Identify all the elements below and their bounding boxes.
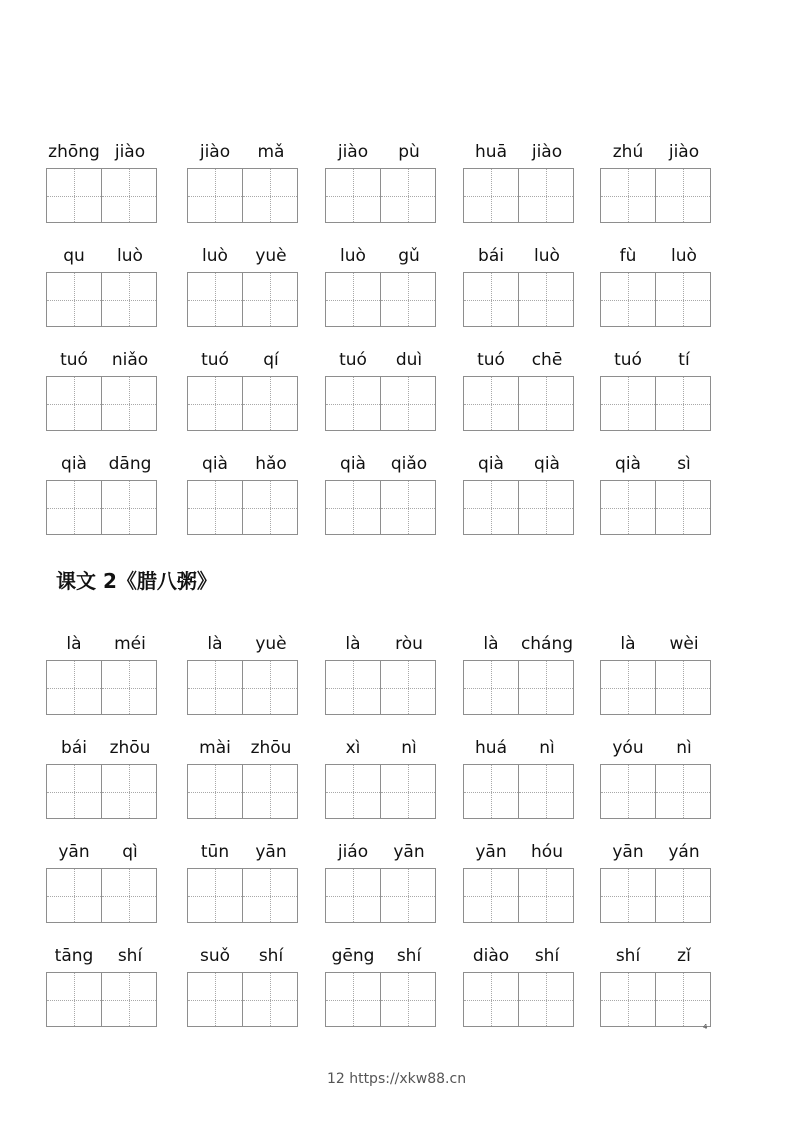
pinyin-syllable: shí: [117, 946, 143, 966]
tianzige-cell[interactable]: [47, 377, 101, 430]
pinyin-syllable: shí: [534, 946, 560, 966]
word-item: [600, 136, 712, 224]
word-item: [187, 732, 299, 820]
word-item: [187, 628, 299, 716]
pinyin-syllable: yān: [393, 842, 425, 862]
word-item: [46, 732, 158, 820]
tianzige-writing-box[interactable]: [187, 972, 298, 1027]
tianzige-cell[interactable]: [242, 973, 297, 1026]
tianzige-cell[interactable]: [464, 481, 518, 534]
tianzige-writing-box[interactable]: [187, 480, 298, 535]
tianzige-writing-box[interactable]: [325, 660, 436, 715]
tianzige-cell[interactable]: [326, 765, 380, 818]
tianzige-writing-box[interactable]: [325, 764, 436, 819]
tianzige-cell[interactable]: [655, 377, 710, 430]
tianzige-cell[interactable]: [380, 273, 435, 326]
tianzige-cell[interactable]: [47, 481, 101, 534]
tianzige-cell[interactable]: [101, 869, 156, 922]
pinyin-syllable: suǒ: [199, 946, 231, 966]
pinyin-syllable: là: [483, 634, 499, 654]
pinyin-syllable: diào: [472, 946, 510, 966]
pinyin-syllable: luò: [202, 246, 228, 266]
tianzige-cell[interactable]: [188, 765, 242, 818]
tianzige-writing-box[interactable]: [325, 972, 436, 1027]
word-item: [187, 240, 299, 328]
pinyin-syllable: qí: [263, 350, 279, 370]
tianzige-writing-box[interactable]: [325, 272, 436, 327]
word-item: [325, 448, 437, 536]
pinyin-syllable: qiǎo: [390, 454, 428, 474]
pinyin-syllable: nì: [539, 738, 555, 758]
tianzige-cell[interactable]: [101, 973, 156, 1026]
tianzige-cell[interactable]: [47, 869, 101, 922]
word-item: [46, 940, 158, 1028]
tianzige-writing-box[interactable]: [600, 168, 711, 223]
word-item: [600, 628, 712, 716]
word-item: [46, 240, 158, 328]
tianzige-writing-box[interactable]: [187, 168, 298, 223]
pinyin-syllable: tuó: [201, 350, 229, 370]
tianzige-cell[interactable]: [242, 765, 297, 818]
tianzige-cell[interactable]: [655, 765, 710, 818]
pinyin-syllable: yān: [255, 842, 287, 862]
pinyin-syllable: duì: [395, 350, 423, 370]
tianzige-writing-box[interactable]: [600, 272, 711, 327]
pinyin-syllable: zǐ: [677, 946, 691, 966]
tianzige-cell[interactable]: [601, 481, 655, 534]
tianzige-writing-box[interactable]: [463, 272, 574, 327]
tianzige-cell[interactable]: [380, 869, 435, 922]
pinyin-syllable: jiào: [114, 142, 146, 162]
tianzige-cell[interactable]: [601, 765, 655, 818]
word-item: [463, 732, 575, 820]
word-item: [325, 628, 437, 716]
tianzige-cell[interactable]: [380, 481, 435, 534]
word-item: [325, 940, 437, 1028]
word-item: [600, 940, 712, 1028]
tianzige-cell[interactable]: [380, 377, 435, 430]
tianzige-cell[interactable]: [242, 481, 297, 534]
tianzige-cell[interactable]: [242, 273, 297, 326]
pinyin-syllable: nì: [676, 738, 692, 758]
tianzige-cell[interactable]: [464, 273, 518, 326]
pinyin-syllable: luò: [671, 246, 697, 266]
tianzige-cell[interactable]: [601, 973, 655, 1026]
tianzige-cell[interactable]: [464, 169, 518, 222]
tianzige-writing-box[interactable]: [600, 868, 711, 923]
tianzige-cell[interactable]: [380, 765, 435, 818]
tianzige-cell[interactable]: [518, 481, 573, 534]
tianzige-writing-box[interactable]: [46, 480, 157, 535]
tianzige-cell[interactable]: [601, 869, 655, 922]
word-item: [325, 240, 437, 328]
tianzige-cell[interactable]: [101, 377, 156, 430]
tianzige-writing-box[interactable]: [463, 660, 574, 715]
pinyin-syllable: là: [207, 634, 223, 654]
word-item: [600, 344, 712, 432]
pinyin-syllable: qià: [202, 454, 228, 474]
pinyin-syllable: hǎo: [255, 454, 287, 474]
tianzige-writing-box[interactable]: [187, 868, 298, 923]
tianzige-cell[interactable]: [518, 377, 573, 430]
word-item: [46, 136, 158, 224]
pinyin-syllable: huā: [475, 142, 507, 162]
tianzige-cell[interactable]: [188, 169, 242, 222]
tianzige-cell[interactable]: [47, 273, 101, 326]
word-item: [600, 732, 712, 820]
tianzige-cell[interactable]: [601, 377, 655, 430]
pinyin-syllable: mǎ: [257, 142, 285, 162]
word-item: [325, 836, 437, 924]
tianzige-writing-box[interactable]: [600, 972, 711, 1027]
tianzige-writing-box[interactable]: [46, 660, 157, 715]
pinyin-syllable: gēng: [331, 946, 375, 966]
pinyin-syllable: yān: [612, 842, 644, 862]
pinyin-syllable: yóu: [612, 738, 644, 758]
tianzige-cell[interactable]: [326, 661, 380, 714]
pinyin-syllable: jiào: [337, 142, 369, 162]
word-item: [46, 836, 158, 924]
pinyin-syllable: zhōu: [250, 738, 292, 758]
tianzige-writing-box[interactable]: [325, 868, 436, 923]
word-item: [600, 240, 712, 328]
pinyin-syllable: yān: [58, 842, 90, 862]
tianzige-cell[interactable]: [101, 661, 156, 714]
pinyin-syllable: jiào: [531, 142, 563, 162]
lesson-heading: 课文 2《腊八粥》: [56, 569, 217, 593]
pinyin-syllable: là: [620, 634, 636, 654]
tianzige-cell[interactable]: [464, 869, 518, 922]
pinyin-syllable: chē: [531, 350, 563, 370]
tianzige-cell[interactable]: [601, 169, 655, 222]
pinyin-syllable: tūn: [200, 842, 230, 862]
pinyin-syllable: yuè: [255, 246, 287, 266]
word-item: [325, 732, 437, 820]
tianzige-cell[interactable]: [101, 481, 156, 534]
tianzige-writing-box[interactable]: [600, 376, 711, 431]
tianzige-cell[interactable]: [188, 273, 242, 326]
tianzige-cell[interactable]: [242, 377, 297, 430]
tianzige-writing-box[interactable]: [325, 480, 436, 535]
page-mark: 4: [703, 1023, 708, 1031]
pinyin-syllable: yán: [668, 842, 700, 862]
pinyin-syllable: qià: [61, 454, 87, 474]
pinyin-syllable: yuè: [255, 634, 287, 654]
tianzige-cell[interactable]: [188, 869, 242, 922]
pinyin-syllable: luò: [117, 246, 143, 266]
pinyin-syllable: méi: [114, 634, 146, 654]
tianzige-cell[interactable]: [655, 481, 710, 534]
tianzige-cell[interactable]: [380, 973, 435, 1026]
pinyin-syllable: wèi: [669, 634, 699, 654]
pinyin-syllable: tuó: [614, 350, 642, 370]
pinyin-syllable: qià: [340, 454, 366, 474]
tianzige-writing-box[interactable]: [46, 168, 157, 223]
word-item: [463, 448, 575, 536]
pinyin-syllable: qià: [478, 454, 504, 474]
pinyin-syllable: tāng: [54, 946, 94, 966]
tianzige-writing-box[interactable]: [463, 764, 574, 819]
pinyin-syllable: tuó: [60, 350, 88, 370]
tianzige-cell[interactable]: [655, 169, 710, 222]
tianzige-writing-box[interactable]: [187, 272, 298, 327]
tianzige-writing-box[interactable]: [46, 376, 157, 431]
pinyin-syllable: cháng: [520, 634, 574, 654]
tianzige-cell[interactable]: [188, 481, 242, 534]
tianzige-cell[interactable]: [655, 661, 710, 714]
word-item: [463, 940, 575, 1028]
tianzige-cell[interactable]: [326, 869, 380, 922]
tianzige-writing-box[interactable]: [600, 660, 711, 715]
tianzige-cell[interactable]: [464, 377, 518, 430]
pinyin-syllable: qià: [615, 454, 641, 474]
tianzige-writing-box[interactable]: [187, 764, 298, 819]
pinyin-syllable: bái: [478, 246, 504, 266]
word-item: [325, 136, 437, 224]
tianzige-cell[interactable]: [188, 661, 242, 714]
pinyin-syllable: bái: [61, 738, 87, 758]
tianzige-writing-box[interactable]: [187, 376, 298, 431]
pinyin-syllable: yān: [475, 842, 507, 862]
pinyin-syllable: fù: [619, 246, 637, 266]
pinyin-syllable: jiào: [668, 142, 700, 162]
word-item: [600, 836, 712, 924]
tianzige-cell[interactable]: [601, 661, 655, 714]
tianzige-writing-box[interactable]: [463, 168, 574, 223]
tianzige-cell[interactable]: [101, 765, 156, 818]
tianzige-cell[interactable]: [47, 973, 101, 1026]
tianzige-cell[interactable]: [518, 973, 573, 1026]
word-item: [187, 344, 299, 432]
tianzige-writing-box[interactable]: [187, 660, 298, 715]
tianzige-writing-box[interactable]: [463, 868, 574, 923]
word-item: [187, 836, 299, 924]
tianzige-cell[interactable]: [380, 169, 435, 222]
tianzige-cell[interactable]: [326, 273, 380, 326]
tianzige-writing-box[interactable]: [463, 376, 574, 431]
tianzige-cell[interactable]: [242, 169, 297, 222]
word-item: [463, 136, 575, 224]
tianzige-cell[interactable]: [464, 973, 518, 1026]
pinyin-syllable: shí: [615, 946, 641, 966]
pinyin-syllable: luò: [340, 246, 366, 266]
tianzige-cell[interactable]: [188, 973, 242, 1026]
pinyin-syllable: tuó: [339, 350, 367, 370]
tianzige-writing-box[interactable]: [46, 272, 157, 327]
word-item: [463, 628, 575, 716]
tianzige-cell[interactable]: [655, 973, 710, 1026]
pinyin-syllable: shí: [396, 946, 422, 966]
word-item: [46, 628, 158, 716]
pinyin-syllable: hóu: [531, 842, 563, 862]
tianzige-cell[interactable]: [47, 661, 101, 714]
pinyin-syllable: qì: [122, 842, 138, 862]
pinyin-syllable: luò: [534, 246, 560, 266]
tianzige-cell[interactable]: [601, 273, 655, 326]
tianzige-writing-box[interactable]: [600, 480, 711, 535]
tianzige-cell[interactable]: [518, 273, 573, 326]
pinyin-syllable: sì: [677, 454, 691, 474]
pinyin-syllable: jiào: [199, 142, 231, 162]
tianzige-cell[interactable]: [464, 765, 518, 818]
pinyin-syllable: mài: [199, 738, 231, 758]
word-item: [187, 136, 299, 224]
word-item: [46, 344, 158, 432]
tianzige-cell[interactable]: [101, 169, 156, 222]
tianzige-cell[interactable]: [326, 169, 380, 222]
pinyin-syllable: xì: [345, 738, 361, 758]
tianzige-cell[interactable]: [326, 377, 380, 430]
tianzige-cell[interactable]: [518, 169, 573, 222]
pinyin-syllable: nì: [401, 738, 417, 758]
tianzige-writing-box[interactable]: [46, 764, 157, 819]
tianzige-cell[interactable]: [326, 481, 380, 534]
pinyin-syllable: dāng: [108, 454, 152, 474]
pinyin-syllable: niǎo: [111, 350, 149, 370]
word-item: [187, 448, 299, 536]
tianzige-cell[interactable]: [242, 661, 297, 714]
pinyin-syllable: shí: [258, 946, 284, 966]
tianzige-cell[interactable]: [326, 973, 380, 1026]
tianzige-cell[interactable]: [518, 765, 573, 818]
tianzige-cell[interactable]: [47, 765, 101, 818]
word-item: [600, 448, 712, 536]
tianzige-cell[interactable]: [518, 869, 573, 922]
word-item: [463, 344, 575, 432]
tianzige-writing-box[interactable]: [463, 972, 574, 1027]
tianzige-writing-box[interactable]: [325, 168, 436, 223]
word-item: [187, 940, 299, 1028]
tianzige-cell[interactable]: [464, 661, 518, 714]
pinyin-syllable: qià: [534, 454, 560, 474]
tianzige-writing-box[interactable]: [325, 376, 436, 431]
tianzige-cell[interactable]: [655, 273, 710, 326]
word-item: [46, 448, 158, 536]
pinyin-syllable: tí: [678, 350, 690, 370]
pinyin-syllable: ròu: [395, 634, 423, 654]
tianzige-writing-box[interactable]: [46, 972, 157, 1027]
tianzige-writing-box[interactable]: [600, 764, 711, 819]
tianzige-cell[interactable]: [242, 869, 297, 922]
pinyin-syllable: zhōng: [48, 142, 100, 162]
word-item: [463, 836, 575, 924]
pinyin-syllable: qu: [63, 246, 85, 266]
tianzige-cell[interactable]: [380, 661, 435, 714]
word-item: [463, 240, 575, 328]
pinyin-syllable: huá: [475, 738, 507, 758]
pinyin-syllable: là: [66, 634, 82, 654]
word-item: [325, 344, 437, 432]
pinyin-syllable: zhú: [612, 142, 644, 162]
tianzige-cell[interactable]: [101, 273, 156, 326]
tianzige-writing-box[interactable]: [46, 868, 157, 923]
pinyin-syllable: zhōu: [109, 738, 151, 758]
tianzige-cell[interactable]: [188, 377, 242, 430]
tianzige-cell[interactable]: [47, 169, 101, 222]
tianzige-cell[interactable]: [655, 869, 710, 922]
pinyin-syllable: jiáo: [337, 842, 369, 862]
tianzige-cell[interactable]: [518, 661, 573, 714]
pinyin-syllable: là: [345, 634, 361, 654]
pinyin-syllable: pù: [398, 142, 420, 162]
pinyin-syllable: gǔ: [398, 246, 420, 266]
pinyin-syllable: tuó: [477, 350, 505, 370]
tianzige-writing-box[interactable]: [463, 480, 574, 535]
footer-page-number-url: 12 https://xkw88.cn: [326, 1071, 467, 1087]
